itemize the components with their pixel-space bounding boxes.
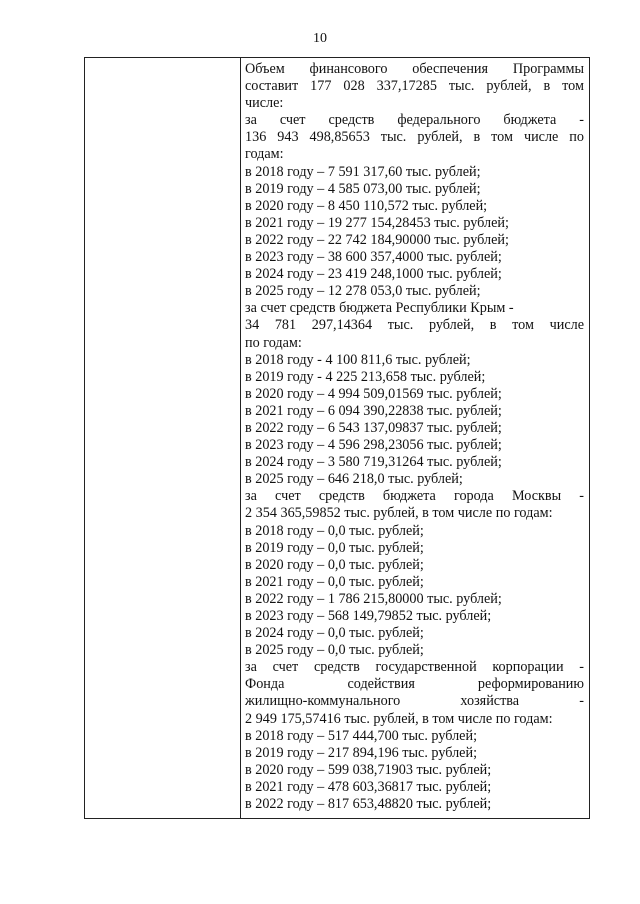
fund-year-item: в 2018 году – 517 444,700 тыс. рублей;: [245, 727, 478, 744]
crimea-year-item: в 2021 году – 6 094 390,22838 тыс. рублей;: [245, 402, 502, 419]
fund-heading: жилищно-коммунального хозяйства -: [245, 693, 584, 710]
federal-year-item: в 2019 году – 4 585 073,00 тыс. рублей;: [245, 180, 481, 197]
crimea-year-item: в 2024 году – 3 580 719,31264 тыс. рублей;: [245, 454, 502, 471]
moscow-year-item: в 2024 году – 0,0 тыс. рублей;: [245, 625, 424, 642]
federal-year-item: в 2024 году – 23 419 248,1000 тыс. рублей;: [245, 266, 502, 283]
fund-year-item: в 2022 году – 817 653,48820 тыс. рублей;: [245, 796, 492, 813]
financing-text: [241, 58, 589, 813]
federal-heading: за счет средств федерального бюджета -: [245, 112, 584, 129]
moscow-year-item: в 2018 году – 0,0 тыс. рублей;: [245, 522, 424, 539]
fund-year-item: в 2019 году – 217 894,196 тыс. рублей;: [245, 744, 478, 761]
crimea-total: 34 781 297,14364 тыс. рублей, в том числе: [245, 317, 584, 334]
federal-year-item: в 2018 году – 7 591 317,60 тыс. рублей;: [245, 163, 481, 180]
federal-year-item: в 2022 году – 22 742 184,90000 тыс. рублей;: [245, 231, 509, 248]
crimea-year-item: в 2020 году – 4 994 509,01569 тыс. рублей;: [245, 385, 502, 402]
fund-year-item: в 2021 году – 478 603,36817 тыс. рублей;: [245, 778, 492, 795]
federal-total: 136 943 498,85653 тыс. рублей, в том числе по: [245, 129, 584, 146]
federal-by-years: годам:: [245, 146, 284, 163]
moscow-year-item: в 2021 году – 0,0 тыс. рублей;: [245, 573, 424, 590]
fund-heading: Фонда содействия реформированию: [245, 676, 584, 693]
program-passport-table: [84, 57, 590, 819]
left-cell-empty: [85, 58, 241, 819]
fund-year-item: в 2020 году – 599 038,71903 тыс. рублей;: [245, 761, 492, 778]
federal-year-item: в 2025 году – 12 278 053,0 тыс. рублей;: [245, 283, 481, 300]
financing-cell: [241, 58, 590, 819]
crimea-year-item: в 2023 году – 4 596 298,23056 тыс. рублей;: [245, 437, 502, 454]
crimea-by-years: по годам:: [245, 334, 302, 351]
intro-line: составит 177 028 337,17285 тыс. рублей, в том: [245, 78, 584, 95]
page-number: 10: [313, 31, 327, 46]
moscow-heading: за счет средств бюджета города Москвы -: [245, 488, 584, 505]
moscow-year-item: в 2022 году – 1 786 215,80000 тыс. рублей;: [245, 590, 502, 607]
crimea-year-item: в 2019 году - 4 225 213,658 тыс. рублей;: [245, 368, 486, 385]
moscow-year-item: в 2020 году – 0,0 тыс. рублей;: [245, 556, 424, 573]
crimea-year-item: в 2025 году – 646 218,0 тыс. рублей;: [245, 471, 463, 488]
moscow-year-item: в 2023 году – 568 149,79852 тыс. рублей;: [245, 608, 492, 624]
crimea-year-item: в 2022 году – 6 543 137,09837 тыс. рублей;: [245, 419, 502, 436]
fund-heading: за счет средств государственной корпорации -: [245, 659, 584, 676]
federal-year-item: в 2021 году – 19 277 154,28453 тыс. рублей;: [245, 214, 509, 231]
crimea-year-item: в 2018 году - 4 100 811,6 тыс. рублей;: [245, 351, 471, 368]
intro-line: Объем финансового обеспечения Программы: [245, 61, 584, 77]
table-row: [85, 58, 590, 819]
moscow-year-item: в 2025 году – 0,0 тыс. рублей;: [245, 642, 424, 659]
moscow-total: 2 354 365,59852 тыс. рублей, в том числе по годам:: [245, 505, 553, 522]
federal-year-item: в 2020 году – 8 450 110,572 тыс. рублей;: [245, 197, 488, 214]
fund-total: 2 949 175,57416 тыс. рублей, в том числе по годам:: [245, 710, 553, 727]
federal-year-item: в 2023 году – 38 600 357,4000 тыс. рублей;: [245, 249, 502, 266]
crimea-heading: за счет средств бюджета Республики Крым -: [245, 300, 514, 317]
moscow-year-item: в 2019 году – 0,0 тыс. рублей;: [245, 539, 424, 556]
intro-line: числе:: [245, 95, 284, 112]
